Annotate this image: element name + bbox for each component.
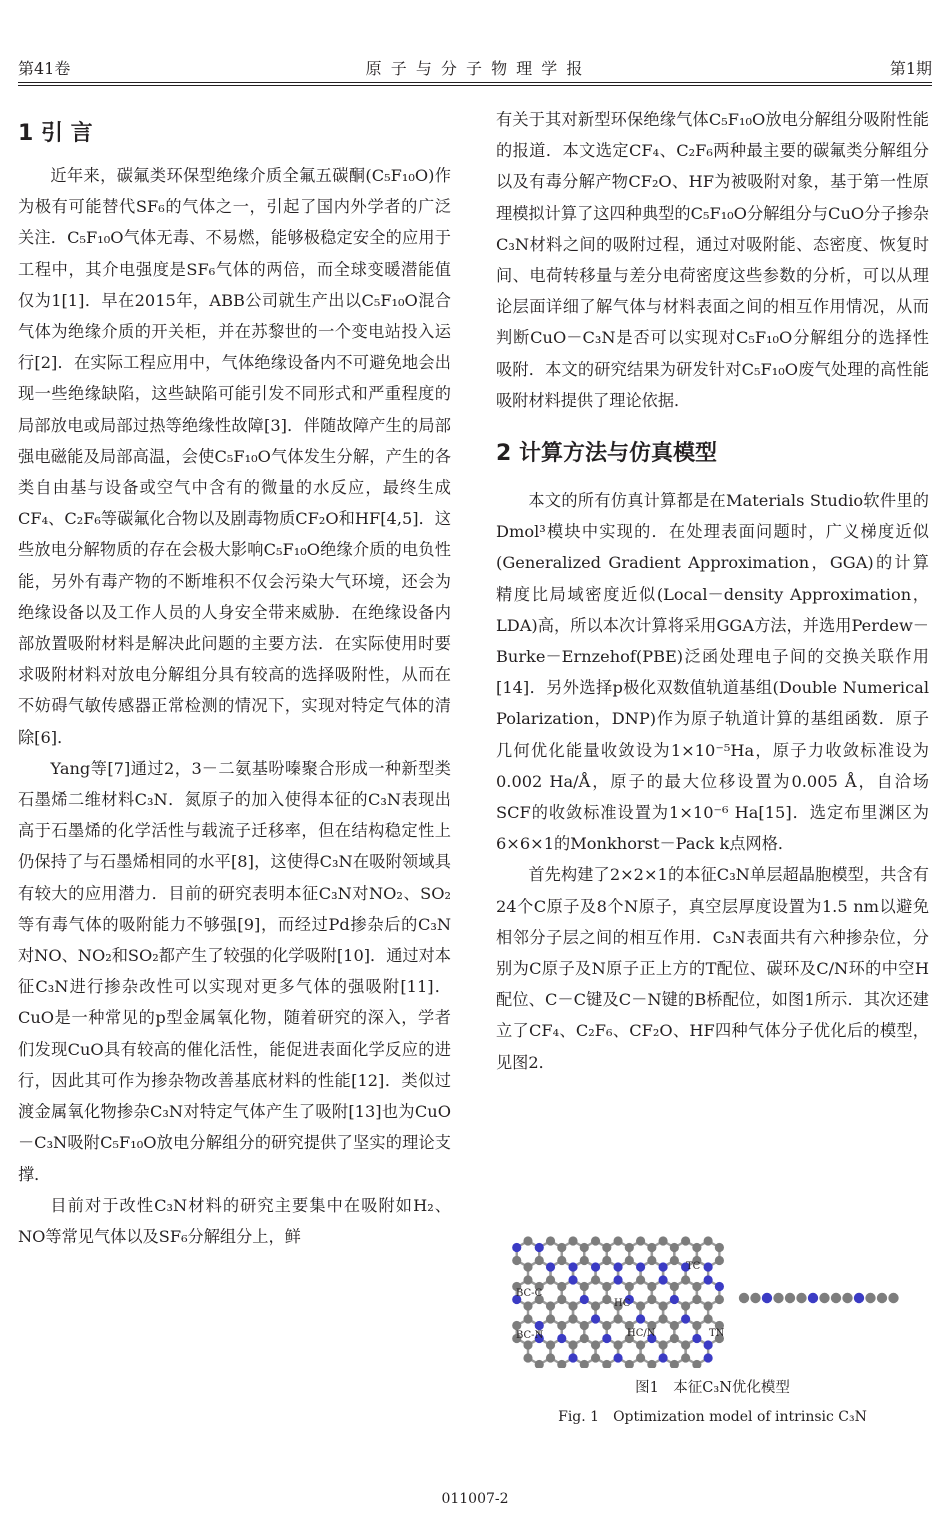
carbon-atom: [636, 1353, 645, 1362]
nitrogen-atom: [613, 1353, 622, 1362]
label-bcc: BC-C: [516, 1288, 543, 1299]
carbon-atom: [591, 1236, 600, 1245]
carbon-atom: [557, 1282, 566, 1291]
paragraph: 首先构建了2×2×1的本征C₃N单层超晶胞模型，共含有24个C原子及8个N原子，真空层厚度设置为1.5 nm以避免相邻分子层之间的相互作用．C₃N表面共有六种掺杂位，分别为C原子及N原子正上方的T配位、碳环及C/N环的中空H配位、C－C键及C－N键的B桥配位，如图1所示．其次还建立了CF₄、C₂F₆、CF₂O、HF四种气体分子优化后的模型，见图2．: [496, 865, 929, 1072]
carbon-atom: [557, 1360, 566, 1368]
nitrogen-atom: [636, 1314, 645, 1323]
nitrogen-atom: [568, 1262, 577, 1271]
carbon-atom: [625, 1256, 634, 1265]
carbon-atom: [681, 1301, 690, 1310]
carbon-atom: [568, 1301, 577, 1310]
carbon-atom: [512, 1256, 521, 1265]
carbon-atom: [670, 1282, 679, 1291]
nitrogen-atom: [658, 1353, 667, 1362]
nitrogen-atom: [568, 1275, 577, 1284]
header-rule-bottom: [18, 85, 932, 86]
carbon-atom: [670, 1360, 679, 1368]
carbon-atom: [512, 1321, 521, 1330]
nitrogen-atom: [681, 1314, 690, 1323]
carbon-atom: [523, 1301, 532, 1310]
header-rule-top: [18, 82, 932, 83]
carbon-atom: [715, 1256, 724, 1265]
label-tn: TN: [709, 1328, 725, 1339]
nitrogen-atom: [535, 1243, 544, 1252]
nitrogen-atom: [692, 1334, 701, 1343]
carbon-atom: [647, 1295, 656, 1304]
carbon-atom: [546, 1301, 555, 1310]
carbon-atom: [580, 1334, 589, 1343]
figure-caption-cn: 图1 本征C₃N优化模型: [635, 1380, 790, 1396]
label-bcn: BC-N: [516, 1330, 544, 1341]
carbon-atom: [888, 1293, 898, 1303]
carbon-atom: [636, 1236, 645, 1245]
nitrogen-atom: [535, 1321, 544, 1330]
carbon-atom: [568, 1340, 577, 1349]
carbon-atom: [523, 1340, 532, 1349]
carbon-atom: [750, 1293, 760, 1303]
nitrogen-atom: [704, 1275, 713, 1284]
carbon-atom: [785, 1293, 795, 1303]
carbon-atom: [658, 1301, 667, 1310]
carbon-atom: [670, 1243, 679, 1252]
carbon-atom: [602, 1360, 611, 1368]
carbon-atom: [568, 1314, 577, 1323]
carbon-atom: [692, 1295, 701, 1304]
carbon-atom: [773, 1293, 783, 1303]
carbon-atom: [647, 1243, 656, 1252]
nitrogen-atom: [580, 1295, 589, 1304]
carbon-atom: [602, 1243, 611, 1252]
carbon-atom: [796, 1293, 806, 1303]
carbon-atom: [704, 1314, 713, 1323]
nitrogen-atom: [591, 1262, 600, 1271]
nitrogen-atom: [557, 1334, 566, 1343]
carbon-atom: [670, 1256, 679, 1265]
carbon-atom: [704, 1301, 713, 1310]
header-journal: 原 子 与 分 子 物 理 学 报: [365, 59, 585, 78]
header-issue: 第1期: [889, 59, 932, 78]
section-heading-methods: 2 计算方法与仿真模型: [496, 441, 717, 467]
carbon-atom: [658, 1314, 667, 1323]
carbon-atom: [692, 1243, 701, 1252]
paragraph: 本文的所有仿真计算都是在Materials Studio软件里的Dmol³模块中实现的．在处理表面问题时，广义梯度近似(Generalized Gradient Approximation，GGA)的计算精度比局域密度近似(Local－density Approximation，LDA)高，所以本次计算将采用GGA方法，并选用Perdew－Burke－Ernzehof(PBE)泛函处理电子间的交换关联作用[14]．另外选择p极化双数值轨道基组(Double Numerical Polarization，DNP)作为原子轨道计算的基组函数．原子几何优化能量收敛设为1×10⁻⁵Ha，原子力收敛标准设为0.002 Ha/Å，原子的最大位移设置为0.005 Å，自洽场SCF的收敛标准设置为1×10⁻⁶ Ha[15]．选定布里渊区为6×6×1的Monkhorst－Pack k点网格．: [496, 491, 929, 854]
carbon-atom: [568, 1236, 577, 1245]
carbon-atom: [681, 1353, 690, 1362]
carbon-atom: [523, 1314, 532, 1323]
header-volume: 第41卷: [18, 59, 71, 78]
carbon-atom: [546, 1340, 555, 1349]
page-number: 011007-2: [441, 1491, 509, 1507]
carbon-atom: [557, 1295, 566, 1304]
carbon-atom: [580, 1282, 589, 1291]
nitrogen-atom: [704, 1340, 713, 1349]
carbon-atom: [613, 1340, 622, 1349]
carbon-atom: [681, 1236, 690, 1245]
nitrogen-atom: [670, 1295, 679, 1304]
nitrogen-atom: [512, 1243, 521, 1252]
carbon-atom: [591, 1275, 600, 1284]
carbon-atom: [681, 1340, 690, 1349]
carbon-atom: [580, 1360, 589, 1368]
carbon-atom: [647, 1282, 656, 1291]
carbon-atom: [658, 1236, 667, 1245]
carbon-atom: [523, 1275, 532, 1284]
left-column: [18, 104, 451, 1252]
carbon-atom: [557, 1256, 566, 1265]
carbon-atom: [636, 1275, 645, 1284]
nitrogen-atom: [546, 1262, 555, 1271]
label-hc: HC: [614, 1298, 631, 1309]
carbon-atom: [580, 1256, 589, 1265]
c3n-side-view: [739, 1293, 899, 1303]
nitrogen-atom: [704, 1353, 713, 1362]
carbon-atom: [523, 1262, 532, 1271]
carbon-atom: [670, 1334, 679, 1343]
carbon-atom: [692, 1360, 701, 1368]
carbon-atom: [602, 1256, 611, 1265]
carbon-atom: [692, 1282, 701, 1291]
carbon-atom: [602, 1295, 611, 1304]
nitrogen-atom: [658, 1262, 667, 1271]
carbon-atom: [523, 1353, 532, 1362]
carbon-atom: [670, 1321, 679, 1330]
carbon-atom: [625, 1282, 634, 1291]
c3n-structure-figure: [496, 1228, 929, 1368]
carbon-atom: [715, 1295, 724, 1304]
carbon-atom: [865, 1293, 875, 1303]
carbon-atom: [636, 1340, 645, 1349]
paragraph: Yang等[7]通过2，3－二氨基吩嗪聚合形成一种新型类石墨烯二维材料C₃N．氮原子的加入使得本征的C₃N表现出高于石墨烯的化学活性与载流子迁移率，但在结构稳定性上仍保持了与石墨烯相同的水平[8]，这使得C₃N在吸附领域具有较大的应用潜力．目前的研究表明本征C₃N对NO₂、SO₂等有毒气体的吸附能力不够强[9]，而经过Pd掺杂后的C₃N对NO、NO₂和SO₂都产生了较强的化学吸附[10]．通过对本征C₃N进行掺杂改性可以实现对更多气体的强吸附[11]．CuO是一种常见的p型金属氧化物，随着研究的深入，学者们发现CuO具有较高的催化活性，能促进表面化学反应的进行，因此其可作为掺杂物改善基底材料的性能[12]．类似过渡金属氧化物掺杂C₃N对特定气体产生了吸附[13]也为CuO－C₃N吸附C₅F₁₀O放电分解组分的研究提供了坚实的理论支撑．: [18, 758, 451, 1184]
paragraph: 近年来，碳氟类环保型绝缘介质全氟五碳酮(C₅F₁₀O)作为极有可能替代SF₆的气体之一，引起了国内外学者的广泛关注．C₅F₁₀O气体无毒、不易燃，能够极稳定安全的应用于工程中，其介电强度是SF₆气体的两倍，而全球变暖潜能值仅为1[1]．早在2015年，ABB公司就生产出以C₅F₁₀O混合气体为绝缘介质的开关柜，并在苏黎世的一个变电站投入运行[2]．在实际工程应用中，气体绝缘设备内不可避免地会出现一些绝缘缺陷，这些缺陷可能引发不同形式和严重程度的局部放电或局部过热等绝缘性故障[3]．伴随故障产生的局部强电磁能及局部高温，会使C₅F₁₀O气体发生分解，产生的各类自由基与设备或空气中含有的微量的水反应，最终生成CF₄、C₂F₆等碳氟化合物以及剧毒物质CF₂O和HF[4,5]．这些放电分解物质的存在会极大影响C₅F₁₀O绝缘介质的电负性能，另外有毒产物的不断堆积不仅会污染大气环境，还会为绝缘设备以及工作人员的人身安全带来威胁．在绝缘设备内部放置吸附材料是解决此问题的主要方法．在实际使用时要求吸附材料对放电分解组分具有较高的选择吸附性，从而在不妨碍气敏传感器正常检测的情况下，实现对特定气体的清除[6]．: [18, 166, 451, 747]
carbon-atom: [877, 1293, 887, 1303]
carbon-atom: [692, 1321, 701, 1330]
label-hcn: HC/N: [627, 1328, 656, 1339]
right-column: [496, 104, 929, 1078]
carbon-atom: [535, 1256, 544, 1265]
carbon-atom: [546, 1353, 555, 1362]
carbon-atom: [647, 1256, 656, 1265]
carbon-atom: [546, 1275, 555, 1284]
carbon-atom: [591, 1353, 600, 1362]
nitrogen-atom: [854, 1293, 864, 1303]
paragraph: 目前对于改性C₃N材料的研究主要集中在吸附如H₂、NO等常见气体以及SF₆分解组分上，鲜: [18, 1195, 451, 1246]
figure-1: [496, 1228, 929, 1372]
carbon-atom: [658, 1340, 667, 1349]
carbon-atom: [819, 1293, 829, 1303]
nitrogen-atom: [762, 1293, 772, 1303]
carbon-atom: [739, 1293, 749, 1303]
carbon-atom: [613, 1236, 622, 1245]
carbon-atom: [557, 1321, 566, 1330]
carbon-atom: [602, 1282, 611, 1291]
carbon-atom: [681, 1275, 690, 1284]
nitrogen-atom: [715, 1282, 724, 1291]
nitrogen-atom: [636, 1262, 645, 1271]
nitrogen-atom: [613, 1275, 622, 1284]
carbon-atom: [613, 1314, 622, 1323]
carbon-atom: [704, 1236, 713, 1245]
paragraph: 有关于其对新型环保绝缘气体C₅F₁₀O放电分解组分吸附性能的报道．本文选定CF₄、C₂F₆两种最主要的碳氟类分解组分以及有毒分解产物CF₂O、HF为被吸附对象，基于第一性原理模拟计算了这四种典型的C₅F₁₀O分解组分与CuO分子掺杂C₃N材料之间的吸附过程，通过对吸附能、态密度、恢复时间、电荷转移量与差分电荷密度这些参数的分析，可以从理论层面详细了解气体与材料表面之间的相互作用情况，从而判断CuO－C₃N是否可以实现对C₅F₁₀O分解组分的选择性吸附．本文的研究结果为研发针对C₅F₁₀O废气处理的高性能吸附材料提供了理论依据．: [496, 110, 929, 410]
carbon-atom: [546, 1236, 555, 1245]
carbon-atom: [625, 1360, 634, 1368]
carbon-atom: [535, 1360, 544, 1368]
carbon-atom: [831, 1293, 841, 1303]
carbon-atom: [636, 1301, 645, 1310]
carbon-atom: [715, 1243, 724, 1252]
carbon-atom: [842, 1293, 852, 1303]
carbon-atom: [591, 1301, 600, 1310]
nitrogen-atom: [808, 1293, 818, 1303]
nitrogen-atom: [568, 1353, 577, 1362]
section-heading-intro: 1 引 言: [18, 121, 93, 146]
carbon-atom: [523, 1236, 532, 1245]
carbon-atom: [647, 1360, 656, 1368]
nitrogen-atom: [658, 1275, 667, 1284]
carbon-atom: [602, 1321, 611, 1330]
carbon-atom: [625, 1243, 634, 1252]
nitrogen-atom: [591, 1314, 600, 1323]
carbon-atom: [591, 1340, 600, 1349]
carbon-atom: [580, 1321, 589, 1330]
nitrogen-atom: [602, 1334, 611, 1343]
carbon-atom: [546, 1314, 555, 1323]
figure-caption-en: Fig. 1 Optimization model of intrinsic C₃N: [558, 1409, 867, 1425]
nitrogen-atom: [704, 1262, 713, 1271]
label-tc: TC: [686, 1261, 701, 1272]
carbon-atom: [580, 1243, 589, 1252]
nitrogen-atom: [613, 1262, 622, 1271]
carbon-atom: [557, 1243, 566, 1252]
